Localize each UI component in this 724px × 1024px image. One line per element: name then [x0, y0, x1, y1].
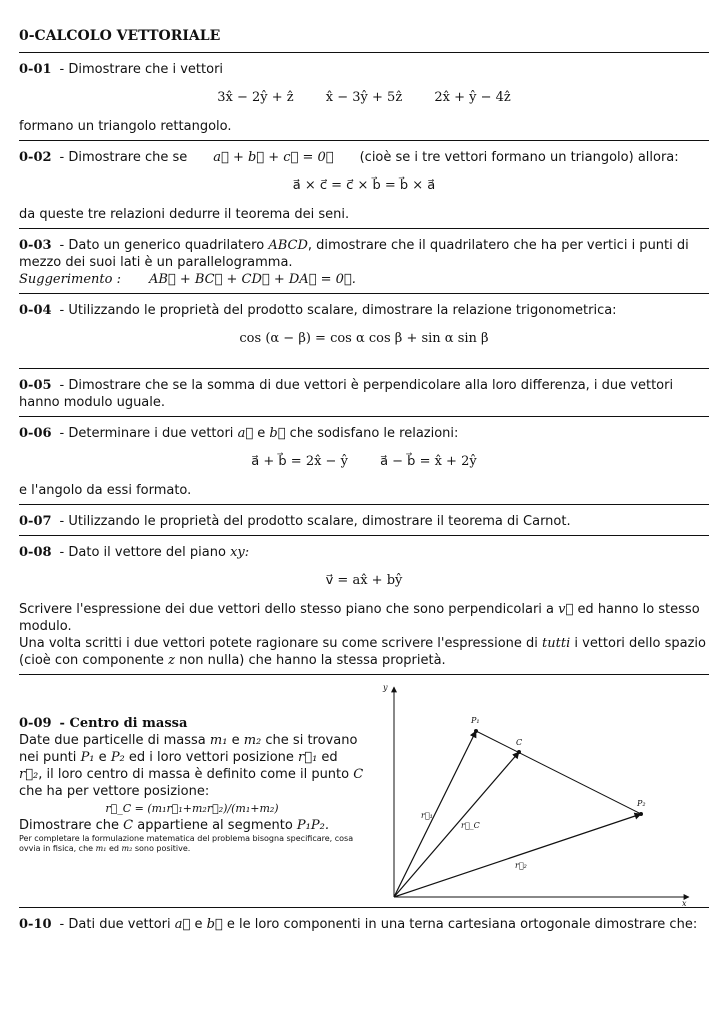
exercise-heading: - Centro di massa [59, 716, 188, 731]
exercise-0-04 [19, 294, 709, 368]
equation: a⃗ × c⃗ = c⃗ × b⃗ = b⃗ × a⃗ [292, 178, 436, 193]
exercise-number: 0-03 [19, 238, 52, 253]
exercise-text: - Utilizzando le proprietà del prodotto scalare, dimostrare il teorema di Carnot. [59, 514, 571, 529]
exercise-text: che ha per vettore posizione: [19, 784, 210, 799]
exercise-text: i vettori dello spazio (cioè con componente [19, 636, 706, 668]
exercise-text: - Dimostrare che se la somma di due vettori è perpendicolare alla loro differenza, i due vettori hanno modulo uguale. [19, 378, 674, 410]
exercise-text: che si trovano nei punti [19, 733, 358, 765]
vector-b: b⃗ [269, 426, 286, 441]
segment-p1p2: P₁P₂. [296, 818, 329, 833]
exercise-number: 0-10 [19, 917, 52, 932]
conjunction: e [231, 733, 240, 748]
exercise-number: 0-08 [19, 545, 52, 560]
exercise-text: - Utilizzando le proprietà del prodotto scalare, dimostrare la relazione trigonometrica: [59, 303, 617, 318]
label-c: C [516, 738, 523, 747]
footnote [19, 834, 365, 854]
y-axis-label: y [383, 683, 388, 692]
vector-v: v⃗ [558, 602, 574, 617]
conjunction: e [257, 426, 266, 441]
mass-1: m₁ [95, 844, 107, 853]
vector-r1-arrow [394, 731, 476, 897]
equation [19, 89, 709, 106]
relation-2: a⃗ − b⃗ = x̂ + 2ŷ [380, 454, 477, 469]
emphasis: tutti [542, 636, 571, 651]
conjunction: ed [108, 844, 119, 853]
exercise-text: Dimostrare che [19, 818, 119, 833]
relation-1: a⃗ + b⃗ = 2x̂ − ŷ [251, 454, 348, 469]
mass-1: m₁ [209, 733, 228, 748]
exercise-0-07 [19, 505, 709, 535]
hint-formula: AB⃗ + BC⃗ + CD⃗ + DA⃗ = 0⃗. [148, 272, 356, 287]
exercise-text: ed i loro vettori posizione [128, 750, 294, 765]
exercise-text-block [19, 715, 365, 854]
conjunction: e [98, 750, 107, 765]
vector-a: a⃗ [237, 426, 254, 441]
exercise-text: formano un triangolo rettangolo. [19, 119, 232, 134]
label-rc: r⃗_C [461, 821, 480, 830]
exercise-0-01 [19, 53, 709, 140]
vector-1: 3x̂ − 2ŷ + ẑ [217, 90, 294, 105]
page-title: 0-CALCOLO VETTORIALE [19, 28, 221, 44]
x-axis-label: x [682, 899, 687, 907]
vector-b: b⃗ [206, 917, 223, 932]
vector-r2: r⃗₂ [19, 767, 39, 782]
hint-label: Suggerimento : [19, 272, 121, 287]
condition-formula: a⃗ + b⃗ + c⃗ = 0⃗ [213, 150, 334, 165]
exercise-text: e le loro componenti in una terna cartesiana ortogonale dimostrare che: [226, 917, 698, 932]
exercise-text: che sodisfano le relazioni: [289, 426, 459, 441]
exercise-0-06 [19, 417, 709, 504]
exercise-text: - Determinare i due vettori [59, 426, 234, 441]
conjunction: ed [321, 750, 338, 765]
exercise-number: 0-04 [19, 303, 52, 318]
exercise-number: 0-07 [19, 514, 52, 529]
exercise-number: 0-02 [19, 150, 52, 165]
exercise-text: e l'angolo da essi formato. [19, 483, 192, 498]
mass-2: m₂ [121, 844, 133, 853]
point-p2: P₂ [110, 750, 125, 765]
exercise-0-05 [19, 369, 709, 416]
exercise-text: ed hanno lo stesso modulo. [19, 602, 700, 634]
exercise-number: 0-05 [19, 378, 52, 393]
point-c: C [353, 767, 364, 782]
exercise-text: Date due particelle di massa [19, 733, 206, 748]
exercise-0-02 [19, 141, 709, 228]
exercise-text: , dimostrare che il quadrilatero che ha per vertici i punti di mezzo dei suoi lati è un parallelogramma. [19, 238, 689, 270]
vector-rc-arrow [394, 752, 519, 897]
exercise-text: da queste tre relazioni dedurre il teorema dei seni. [19, 207, 350, 222]
equation [19, 453, 709, 470]
exercise-text: - Dato un generico quadrilatero [59, 238, 265, 253]
point-p2-dot [639, 812, 643, 816]
footnote-text: sono positive. [134, 844, 191, 853]
vector-r2-arrow [394, 814, 641, 897]
quadrilateral-name: ABCD [268, 238, 308, 253]
footnote-text: Per completare la formulazione matematica del problema bisogna specificare, cosa ovvia in fisica, che [19, 834, 354, 853]
point-c: C [123, 818, 134, 833]
exercise-number: 0-01 [19, 62, 52, 77]
point-c-dot [517, 750, 521, 754]
mass-2: m₂ [243, 733, 262, 748]
exercise-number: 0-09 [19, 716, 52, 731]
label-p1: P₁ [471, 716, 480, 725]
exercise-0-08 [19, 536, 709, 674]
exercise-text: , il loro centro di massa è definito come il punto [38, 767, 350, 782]
exercise-text: - Dati due vettori [59, 917, 171, 932]
exercise-text: Una volta scritti i due vettori potete ragionare su come scrivere l'espressione di [19, 636, 538, 651]
label-r2: r⃗₂ [515, 861, 527, 870]
center-of-mass-diagram [379, 675, 709, 907]
label-p2: P₂ [637, 799, 646, 808]
vector-a: a⃗ [174, 917, 191, 932]
exercise-text: appartiene al segmento [137, 818, 293, 833]
label-r1: r⃗₁ [421, 811, 433, 820]
vector-3: 2x̂ + ŷ − 4ẑ [434, 90, 511, 105]
exercise-text: - Dimostrare che i vettori [59, 62, 224, 77]
exercise-number: 0-06 [19, 426, 52, 441]
exercise-text: (cioè se i tre vettori formano un triangolo) allora: [359, 150, 679, 165]
exercise-text: - Dato il vettore del piano [59, 545, 226, 560]
point-p1: P₁ [80, 750, 95, 765]
exercise-0-03 [19, 229, 709, 293]
exercise-text: non nulla) che hanno la stessa proprietà. [179, 653, 446, 668]
exercise-0-09 [19, 675, 709, 907]
exercise-text: Scrivere l'espressione dei due vettori dello stesso piano che sono perpendicolari a [19, 602, 554, 617]
equation: cos (α − β) = cos α cos β + sin α sin β [239, 331, 489, 346]
exercise-0-10 [19, 908, 709, 938]
axis-z: z [168, 653, 175, 668]
plane-name: xy: [230, 545, 250, 560]
vector-2: x̂ − 3ŷ + 5ẑ [325, 90, 403, 105]
document-page [19, 28, 709, 938]
conjunction: e [194, 917, 203, 932]
vector-r1: r⃗₁ [298, 750, 318, 765]
point-p1-dot [474, 729, 478, 733]
equation: v⃗ = ax̂ + bŷ [325, 573, 403, 588]
exercise-text: - Dimostrare che se [59, 150, 188, 165]
center-of-mass-formula: r⃗_C = (m₁r⃗₁+m₂r⃗₂)/(m₁+m₂) [105, 802, 279, 815]
